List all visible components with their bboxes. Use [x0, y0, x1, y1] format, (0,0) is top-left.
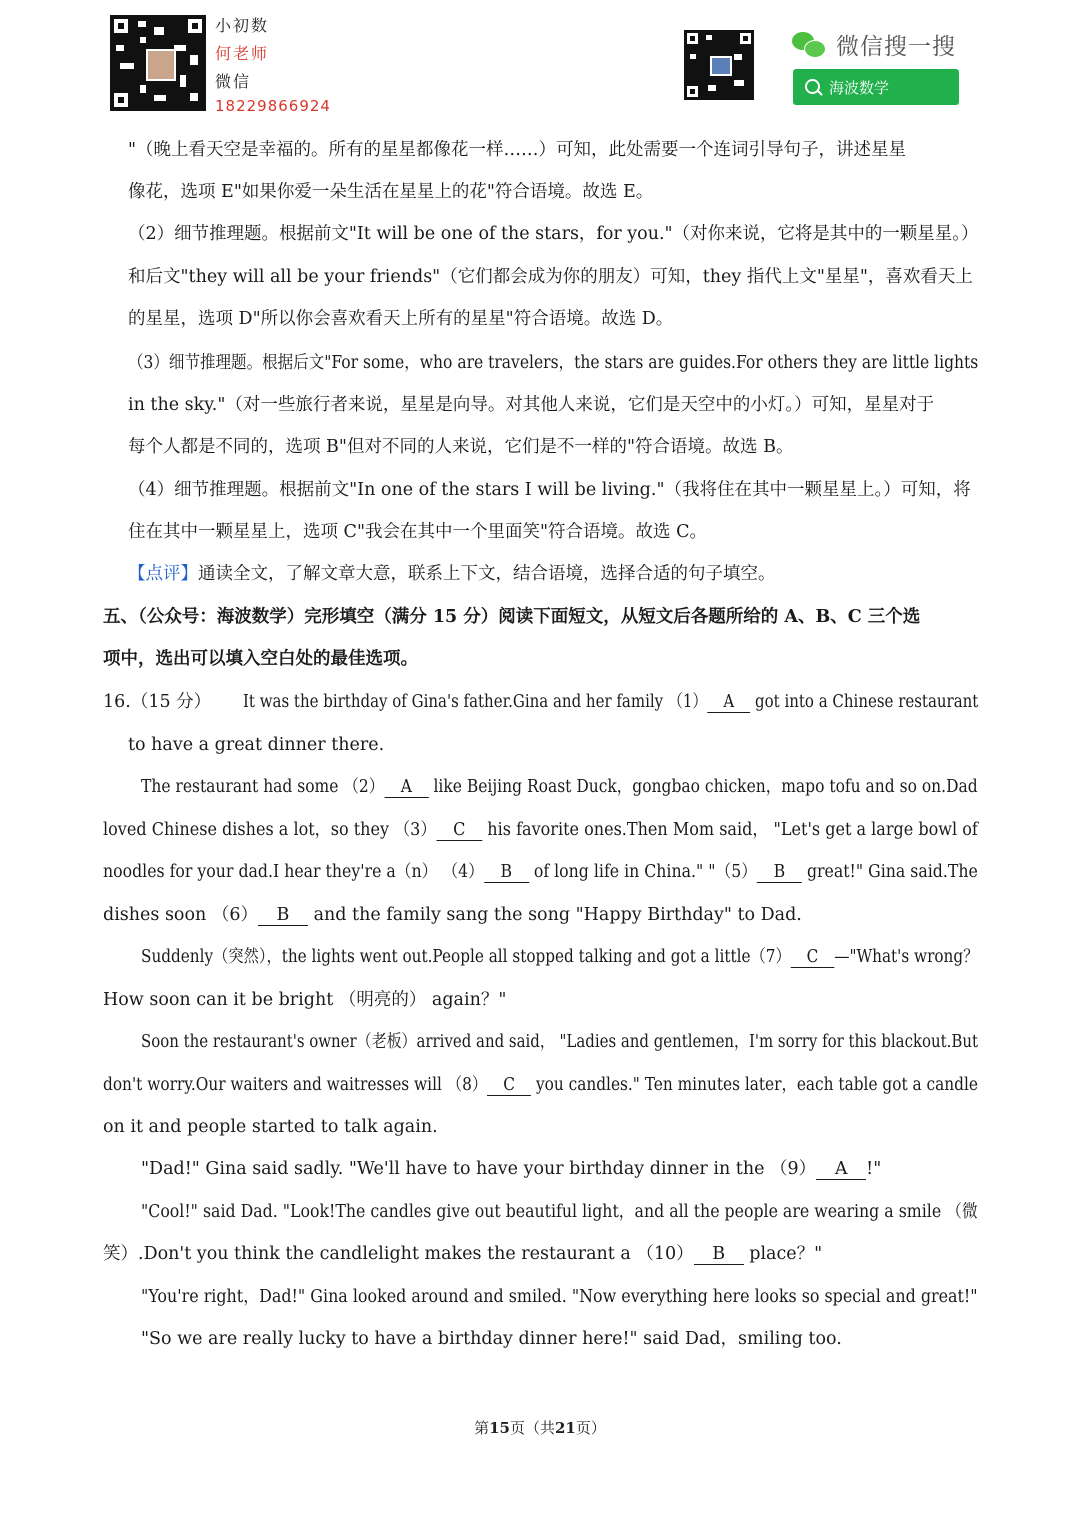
passage-line: "Cool!" said Dad. "Look!The candles give out beautiful light，and all the people are wearing a smile （微: [141, 1202, 978, 1222]
text-line: 的星星，选项 D"所以你会喜欢看天上所有的星星"符合语境。故选 D。: [128, 309, 674, 329]
search-icon: [805, 79, 820, 94]
text-line: 住在其中一颗星星上，选项 C"我会在其中一个里面笑"符合语境。故选 C。: [128, 522, 708, 542]
answer-blank-8: C: [487, 1075, 531, 1096]
brand-line-3: 微信: [215, 72, 252, 91]
answer-blank-6: B: [258, 905, 308, 926]
passage-line: on it and people started to talk again.: [103, 1117, 438, 1137]
passage-line: dishes soon （6） B and the family sang the song "Happy Birthday" to Dad.: [103, 905, 802, 925]
question-number: 16.（15 分）: [103, 692, 212, 712]
passage-line: Soon the restaurant's owner（老板）arrived and said， "Ladies and gentlemen，I'm sorry for this blackout.But: [141, 1032, 979, 1052]
answer-blank-3: C: [436, 820, 482, 841]
page-footer: 第15页（共21页）: [474, 1419, 606, 1437]
qr-code-image: [110, 15, 206, 111]
passage-line: The restaurant had some （2） A like Beijing Roast Duck，gongbao chicken，mapo tofu and so on.Dad: [141, 777, 978, 797]
passage-line: How soon can it be bright （明亮的） again？": [103, 990, 507, 1010]
section-heading: 五、（公众号：海波数学）完形填空（满分 15 分）阅读下面短文，从短文后各题所给的 A、B、C 三个选: [103, 607, 921, 627]
text-line: 每个人都是不同的，选项 B"但对不同的人来说，它们是不一样的"符合语境。故选 B。: [128, 437, 794, 457]
text-line: 和后文"they will all be your friends"（它们都会成为你的朋友）可知，they 指代上文"星星"，喜欢看天上: [128, 267, 973, 287]
passage-line: "Dad!" Gina said sadly. "We'll have to have your birthday dinner in the （9） A !": [141, 1159, 882, 1179]
passage-line: don't worry.Our waiters and waitresses will （8） C you candles." Ten minutes later，each table got a candle: [103, 1075, 978, 1095]
text-line: （2）细节推理题。根据前文"It will be one of the stars，for you."（对你来说，它将是其中的一颗星星。）: [128, 224, 979, 244]
answer-blank-9: A: [816, 1159, 866, 1180]
answer-blank-1: A: [707, 692, 750, 713]
answer-blank-2: A: [384, 777, 428, 798]
answer-blank-5: B: [757, 862, 802, 883]
wechat-search-title: 微信搜一搜: [836, 34, 956, 60]
passage-line: It was the birthday of Gina's father.Gina and her family （1） A got into a Chinese restaurant: [243, 692, 979, 712]
page-header: [0, 0, 1080, 125]
passage-line: Suddenly（突然），the lights went out.People all stopped talking and got a little（7） C —"What's wrong？: [141, 947, 979, 967]
text-line: （3）细节推理题。根据后文"For some，who are travelers，the stars are guides.For others they are little lights: [128, 353, 979, 373]
text-line: in the sky."（对一些旅行者来说，星星是向导。对其他人来说，它们是天空中的小灯。）可知，星星对于: [128, 395, 935, 415]
passage-line: to have a great dinner there.: [128, 735, 385, 755]
passage-line: 笑）.Don't you think the candlelight makes the restaurant a （10） B place？": [103, 1244, 823, 1264]
wechat-logo-icon: [792, 30, 828, 58]
answer-blank-4: B: [484, 862, 529, 883]
comment-tag: 【点评】: [128, 564, 198, 584]
page-number: 15: [489, 1419, 510, 1437]
passage-line: "You're right，Dad!" Gina looked around and smiled. "Now everything here looks so special and great!": [141, 1287, 978, 1307]
passage-line: "So we are really lucky to have a birthday dinner here!" said Dad，smiling too.: [141, 1329, 842, 1349]
comment-line: [128, 562, 776, 586]
brand-phone: 18229866924: [215, 97, 331, 115]
answer-blank-7: C: [791, 947, 835, 968]
page-total: 21: [555, 1419, 576, 1437]
qr-code-small-image: [684, 30, 754, 100]
comment-text: 通读全文，了解文章大意，联系上下文，结合语境，选择合适的句子填空。: [198, 564, 776, 584]
answer-blank-10: B: [694, 1244, 744, 1265]
wechat-search-label: 海波数学: [829, 79, 890, 97]
text-line: "（晚上看天空是幸福的。所有的星星都像花一样……）可知，此处需要一个连词引导句子，讲述星星: [128, 140, 907, 160]
passage-line: loved Chinese dishes a lot，so they （3） C his favorite ones.Then Mom said， "Let's get a large bowl of: [103, 820, 978, 840]
brand-line-1: 小初数: [215, 16, 270, 35]
text-line: （4）细节推理题。根据前文"In one of the stars I will be living."（我将住在其中一颗星星上。）可知，将: [128, 480, 971, 500]
brand-line-2: 何老师: [215, 44, 270, 63]
section-heading: 项中，选出可以填入空白处的最佳选项。: [103, 649, 418, 669]
text-line: 像花，选项 E"如果你爱一朵生活在星星上的花"符合语境。故选 E。: [128, 182, 654, 202]
wechat-search-button[interactable]: [793, 69, 959, 105]
passage-line: noodles for your dad.I hear they're a（n） （4） B of long life in China." "（5） B great!" Gina said.The: [103, 862, 978, 882]
